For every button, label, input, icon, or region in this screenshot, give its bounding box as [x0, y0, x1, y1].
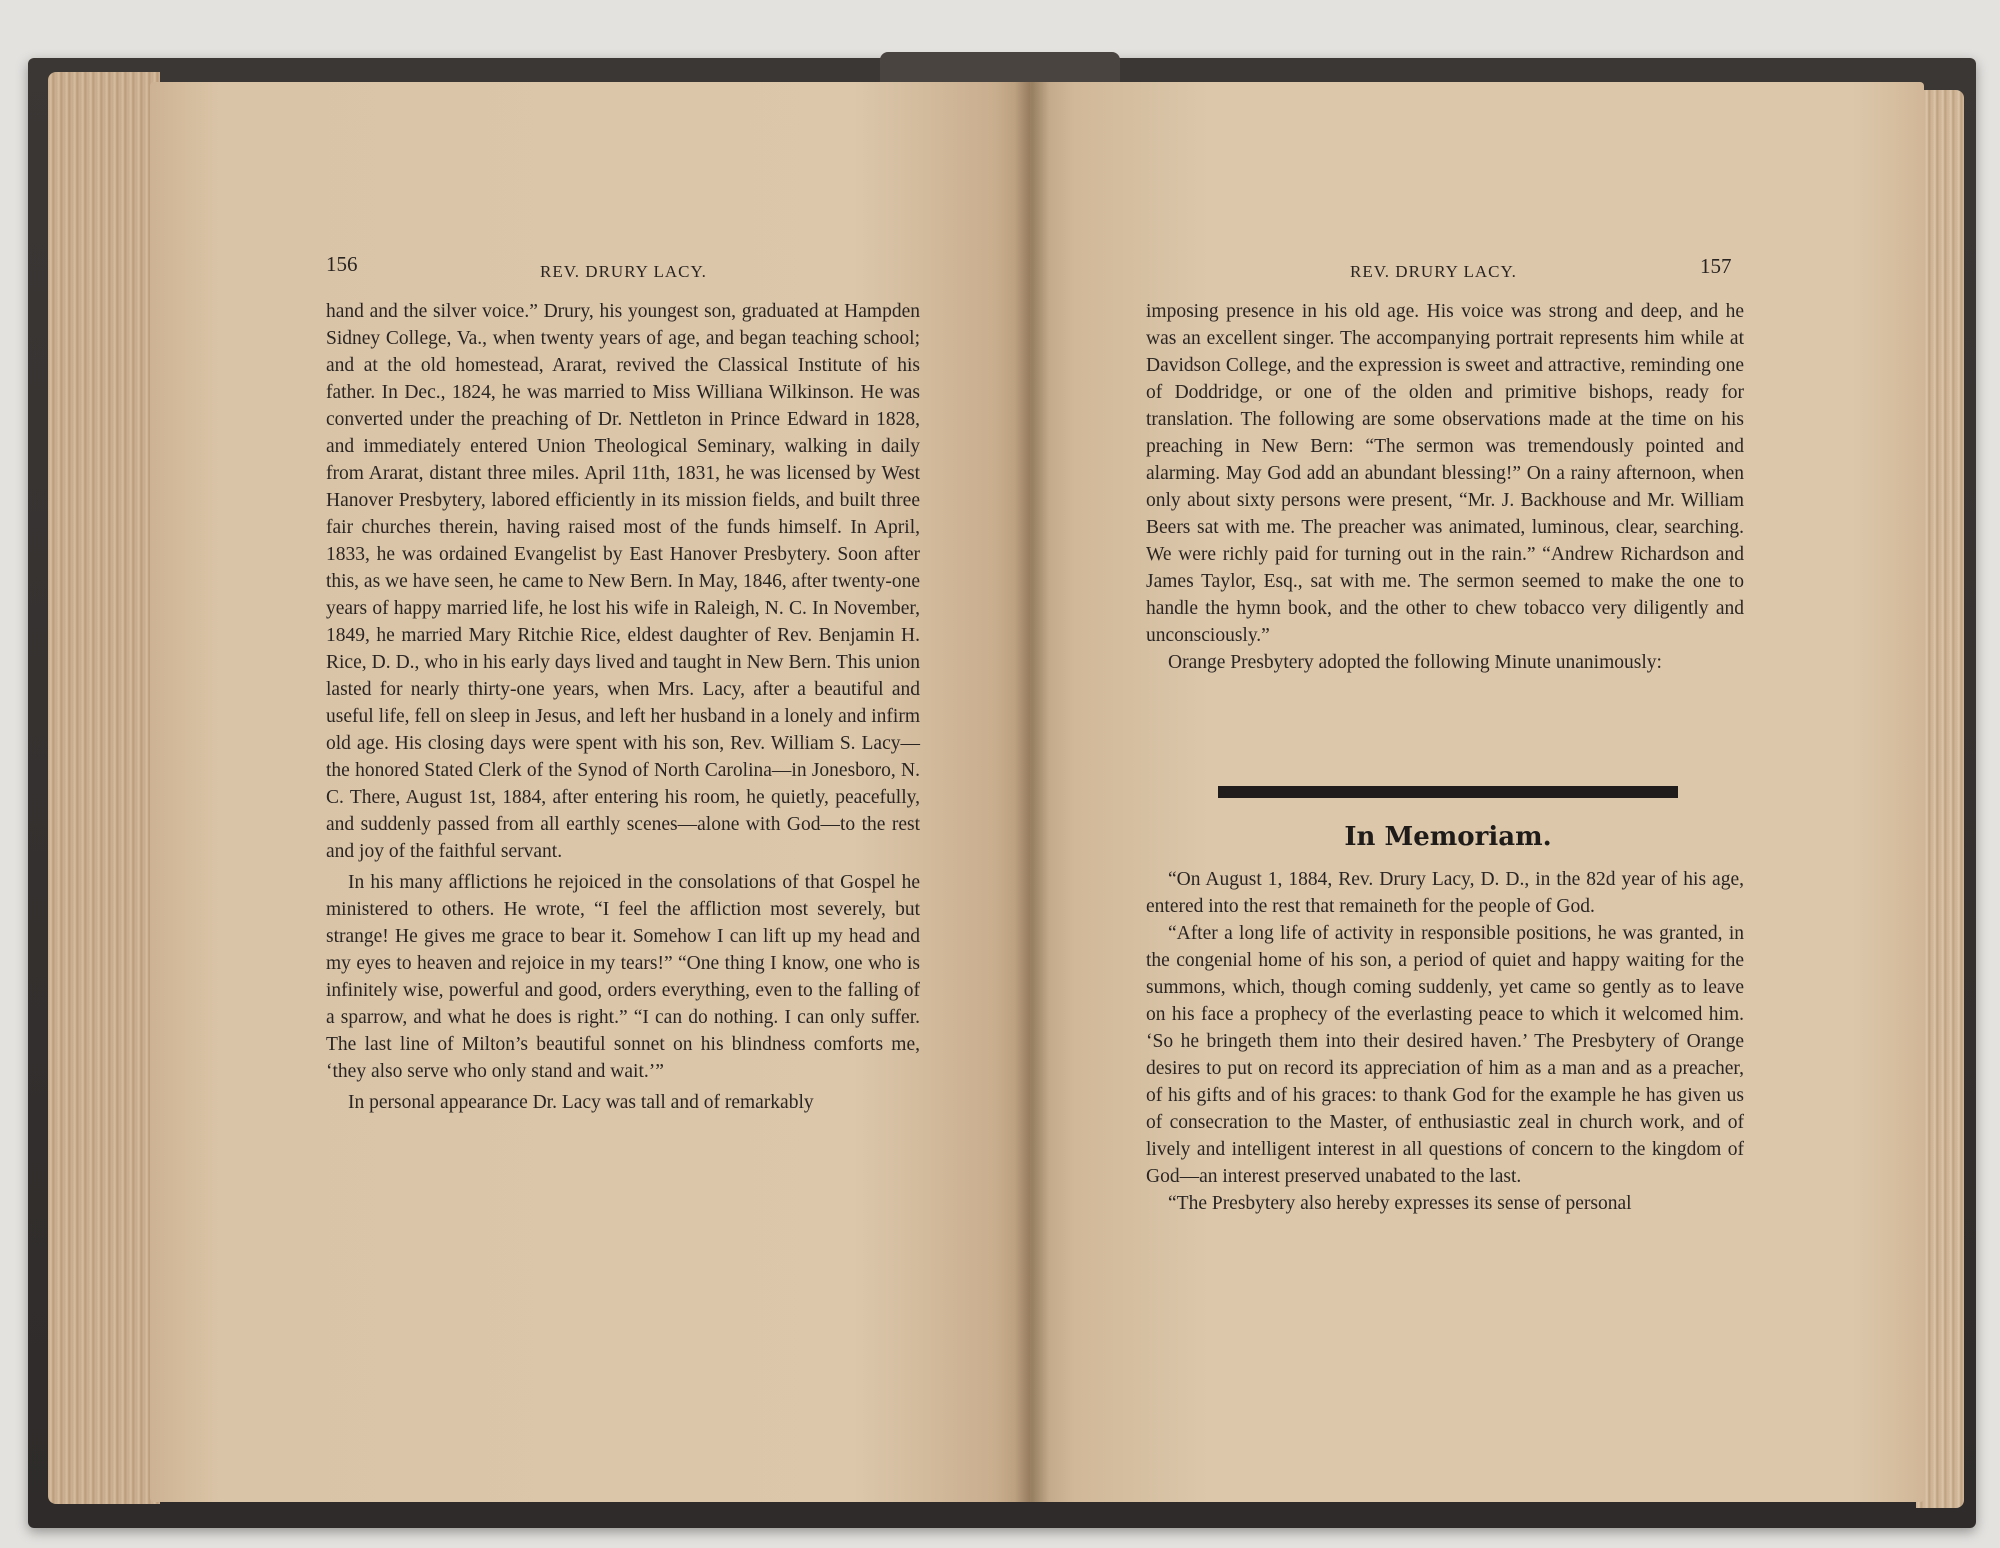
memoriam-title: In Memoriam.: [1344, 822, 1552, 852]
paragraph: Orange Presbytery adopted the following Minute unanimously:: [1168, 652, 1662, 673]
memoriam-rule: [1218, 786, 1678, 798]
paragraph: “After a long life of activity in responsible positions, he was granted, in the congenial home of his son, a period of quiet and happy waiting for the summons, which, though coming suddenly, yet came so gently as to leave on his face a prophecy of the everlasting peace to which it welcomed him. ‘So he bringeth them into their desired haven.’ The Presbytery of Orange desires to put on record its appreciation of him as a man and as a preacher, of his gifts and of his graces: to thank God for the example he has given us of consecration to the Master, of enthusiastic zeal in church work, and of lively and intelligent interest in all questions of concern to the kingdom of God—an interest preserved unabated to the last.: [1146, 923, 1744, 1187]
paragraph: imposing presence in his old age. His voice was strong and deep, and he was an excellent singer. The accompanying portrait represents him while at Davidson College, and the expression is sweet and attractive, reminding one of Doddridge, or one of the olden and primitive bishops, ready for translation. The following are some observations made at the time on his preaching in New Bern: “The sermon was tremendously pointed and alarming. May God add an abundant blessing!” On a rainy afternoon, when only about sixty persons were present, “Mr. J. Backhouse and Mr. William Beers sat with me. The preacher was animated, luminous, clear, searching. We were richly paid for turning out in the rain.” “Andrew Richardson and James Taylor, Esq., sat with me. The sermon seemed to make the one to handle the hymn book, and the other to chew tobacco very diligently and unconsciously.”: [1146, 301, 1744, 646]
book-gutter: [1015, 82, 1049, 1502]
page-number-left: 156: [326, 252, 358, 276]
left-page-text: [326, 298, 920, 1116]
running-head-left: REV. DRURY LACY.: [540, 262, 707, 281]
left-page-edges: [48, 72, 160, 1504]
page-number-right: 157: [1700, 254, 1732, 278]
paragraph: In his many afflictions he rejoiced in the consolations of that Gospel he ministered to others. He wrote, “I feel the affliction most severely, but strange! He gives me grace to bear it. Somehow I can lift up my head and my eyes to heaven and rejoice in my tears!” “One thing I know, one who is infinitely wise, powerful and good, orders everything, even to the falling of a sparrow, and what he does is right.” “I can do nothing. I can only suffer. The last line of Milton’s beautiful sonnet on his blindness comforts me, ‘they also serve who only stand and wait.’”: [326, 872, 920, 1082]
right-page-text-bottom: [1146, 866, 1744, 1217]
paragraph: hand and the silver voice.” Drury, his youngest son, graduated at Hampden Sidney College, Va., when twenty years of age, and began teaching school; and at the old homestead, Ararat, revived the Classical Institute of his father. In Dec., 1824, he was married to Miss Williana Wilkinson. He was converted under the preaching of Dr. Nettleton in Prince Edward in 1828, and immediately entered Union Theological Seminary, walking in daily from Ararat, distant three miles. April 11th, 1831, he was licensed by West Hanover Presbytery, labored efficiently in its mission fields, and built three fair churches therein, having raised most of the funds himself. In April, 1833, he was ordained Evangelist by East Hanover Presbytery. Soon after this, as we have seen, he came to New Bern. In May, 1846, after twenty-one years of happy married life, he lost his wife in Raleigh, N. C. In November, 1849, he married Mary Ritchie Rice, eldest daughter of Rev. Benjamin H. Rice, D. D., who in his early days lived and taught in New Bern. This union lasted for nearly thirty-one years, when Mrs. Lacy, after a beautiful and useful life, fell on sleep in Jesus, and left her husband in a lonely and infirm old age. His closing days were spent with his son, Rev. William S. Lacy—the honored Stated Clerk of the Synod of North Carolina—in Jonesboro, N. C. There, August 1st, 1884, after entering his room, he quietly, peacefully, and suddenly passed from all earthly scenes—alone with God—to the rest and joy of the faithful servant.: [326, 301, 920, 862]
paragraph: In personal appearance Dr. Lacy was tall and of remarkably: [348, 1092, 814, 1113]
paragraph: “On August 1, 1884, Rev. Drury Lacy, D. D., in the 82d year of his age, entered into the rest that remaineth for the people of God.: [1146, 869, 1744, 917]
paragraph: “The Presbytery also hereby expresses its sense of personal: [1168, 1193, 1632, 1214]
book-spine: [880, 52, 1120, 82]
right-page-text-top: [1146, 298, 1744, 676]
running-head-right: REV. DRURY LACY.: [1350, 262, 1517, 281]
